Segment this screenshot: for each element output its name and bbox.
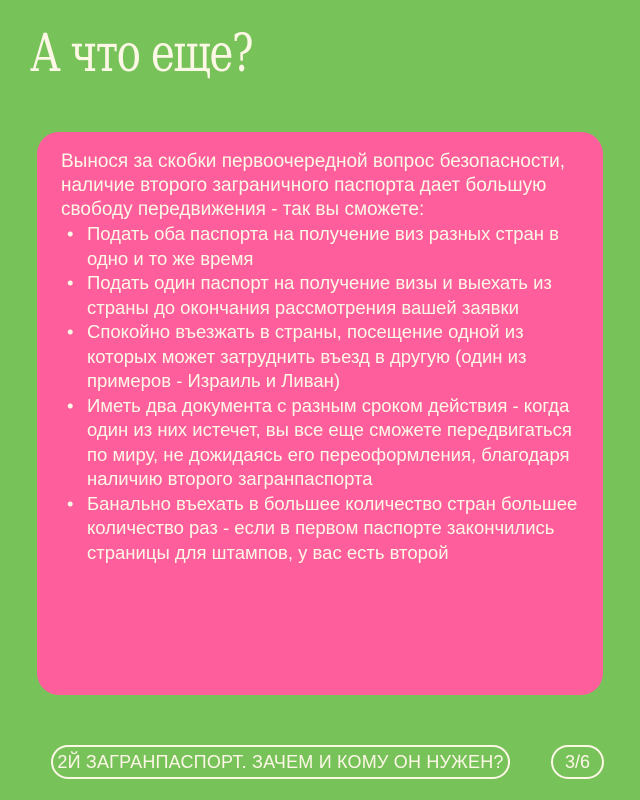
intro-paragraph: Вынося за скобки первоочередной вопрос безопасности, наличие второго заграничного паспорта дает большую свободу передвижения - так вы сможете: bbox=[61, 151, 565, 220]
bullet-icon: • bbox=[67, 321, 74, 342]
list-item bbox=[61, 492, 583, 566]
list-item bbox=[61, 394, 583, 492]
bullet-icon: • bbox=[67, 272, 74, 293]
list-item-text: Подать один паспорт на получение визы и выехать из страны до окончания рассмотрения вашей заявки bbox=[87, 272, 552, 318]
bullet-icon: • bbox=[67, 492, 74, 514]
list-item bbox=[61, 271, 583, 320]
list-item-text: Иметь два документа с разным сроком действия - когда один из них истечет, вы все еще сможете передвигаться по миру, не дожидаясь его переоформления, благодаря наличию второго загранпаспорта bbox=[87, 394, 572, 489]
page-indicator-badge: 3/6 bbox=[551, 745, 604, 779]
bullet-list bbox=[61, 222, 583, 565]
page-title: А что еще? bbox=[30, 24, 253, 84]
list-item-text: Подать оба паспорта на получение виз разных стран в одно и то же время bbox=[87, 223, 559, 269]
bullet-icon: • bbox=[67, 223, 74, 244]
content-card bbox=[37, 132, 603, 695]
list-item-text: Спокойно въезжать в страны, посещение одной из которых может затруднить въезд в другую (один из примеров - Израиль и Ливан) bbox=[87, 321, 527, 391]
bullet-icon: • bbox=[67, 394, 74, 416]
list-item bbox=[61, 320, 583, 394]
list-item-text: Банально въехать в большее количество стран большее количество раз - если в первом паспорте закончились страницы для штампов, у вас есть второй bbox=[87, 492, 578, 563]
list-item bbox=[61, 222, 583, 271]
series-title-badge: 2Й ЗАГРАНПАСПОРТ. ЗАЧЕМ И КОМУ ОН НУЖЕН? bbox=[51, 745, 510, 779]
